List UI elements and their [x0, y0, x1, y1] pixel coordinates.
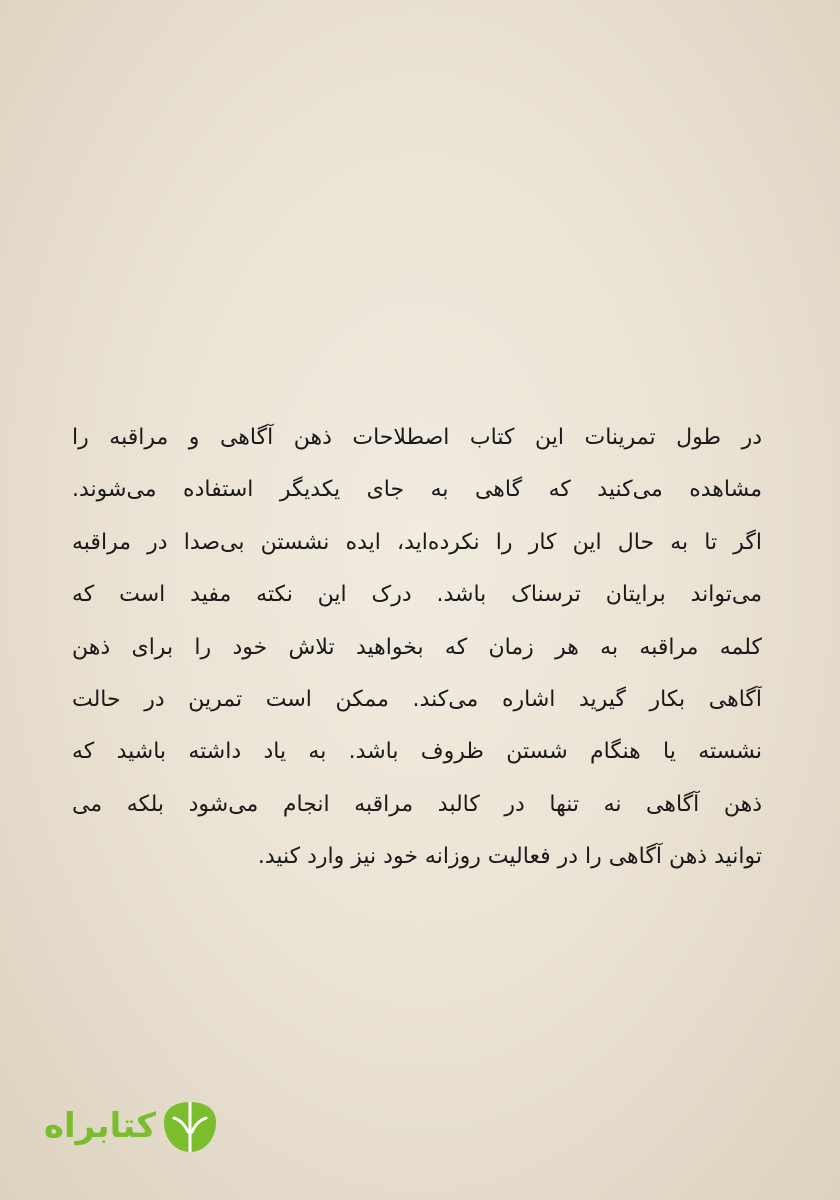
ketabrah-logo [38, 1098, 220, 1156]
paragraph-line: اگر تا به حال این کار را نکرده‌اید، ایده نشستن بی‌صدا در مراقبه [72, 529, 762, 555]
paragraph-line: در طول تمرینات این کتاب اصطلاحات ذهن آگاهی و مراقبه را [72, 425, 762, 450]
paragraph-line: توانید ذهن آگاهی را در فعالیت روزانه خود نیز وارد کنید. [257, 844, 762, 870]
body-paragraph [72, 412, 762, 884]
logo-wordmark: کتابراه [43, 1106, 156, 1146]
book-leaf-icon [160, 1098, 220, 1156]
paragraph-line: مشاهده می‌کنید که گاهی به جای یکدیگر استفاده می‌شوند. [72, 477, 762, 503]
paragraph-line: می‌تواند برایتان ترسناک باشد. درک این نکته مفید است که [72, 582, 762, 608]
paragraph-line: نشسته یا هنگام شستن ظروف باشد. به یاد داشته باشید که [72, 739, 762, 765]
paragraph-line: ذهن آگاهی نه تنها در کالبد مراقبه انجام می‌شود بلکه می [72, 791, 762, 817]
paragraph-line: کلمه مراقبه به هر زمان که بخواهید تلاش خود را برای ذهن [72, 634, 762, 660]
paragraph-line: آگاهی بکار گیرید اشاره می‌کند. ممکن است تمرین در حالت [72, 686, 762, 712]
